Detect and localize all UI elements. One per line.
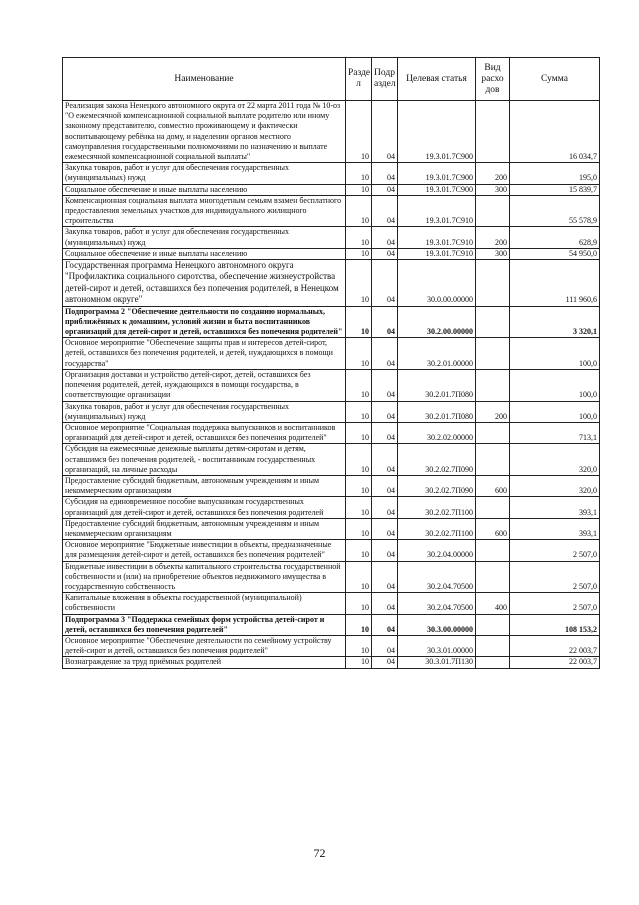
- row-target: 19.3.01.7С900: [398, 184, 476, 195]
- row-target: 30.2.04.70500: [398, 561, 476, 593]
- table-row: [63, 369, 600, 401]
- row-subsection: 04: [372, 101, 398, 163]
- row-section: 10: [346, 497, 372, 518]
- row-section: 10: [346, 338, 372, 370]
- row-section: 10: [346, 475, 372, 496]
- row-subsection: 04: [372, 306, 398, 338]
- table-header-row: [63, 58, 600, 101]
- row-section: 10: [346, 163, 372, 184]
- row-name: Закупка товаров, работ и услуг для обеспечения государственных (муниципальных) нужд: [63, 163, 346, 184]
- table-row: [63, 518, 600, 539]
- row-sum: 100,0: [510, 338, 600, 370]
- header-sum: Сумма: [510, 58, 600, 101]
- row-sum: 393,1: [510, 497, 600, 518]
- row-sum: 22 003,7: [510, 635, 600, 656]
- row-expense-type: [476, 369, 510, 401]
- row-name: Вознаграждение за труд приёмных родителей: [63, 657, 346, 668]
- row-expense-type: [476, 444, 510, 476]
- header-target: Целевая статья: [398, 58, 476, 101]
- row-subsection: 04: [372, 540, 398, 561]
- row-subsection: 04: [372, 614, 398, 635]
- row-subsection: 04: [372, 518, 398, 539]
- row-sum: 108 153,2: [510, 614, 600, 635]
- row-name: Основное мероприятие "Обеспечение защиты прав и интересов детей-сирот, детей, оставшихся без попечения родителей, и детей, нуждающихся в помощи государства": [63, 338, 346, 370]
- header-subsection: Подр аздел: [372, 58, 398, 101]
- table-row: [63, 635, 600, 656]
- row-name: Организация доставки и устройство детей-сирот, детей, оставшихся без попечения родителей, детей, нуждающихся в помощи государства, в соответствующие организации: [63, 369, 346, 401]
- row-target: 30.3.01.00000: [398, 635, 476, 656]
- row-expense-type: [476, 540, 510, 561]
- page-number: 72: [313, 846, 326, 860]
- row-expense-type: 200: [476, 401, 510, 422]
- row-section: 10: [346, 657, 372, 668]
- row-name: Реализация закона Ненецкого автономного округа от 22 марта 2011 года № 10-оз "О ежемесячной компенсационной социальной выплате родителю или иному законному представителю, совместно проживающему и фактически воспитывающему ребёнка на дому, и наделении органов местного самоуправления государственными полномочиями по назначению и выплате ежемесячной компенсационной социальной выплаты": [63, 101, 346, 163]
- row-target: 30.2.02.00000: [398, 422, 476, 443]
- table-row: [63, 657, 600, 668]
- row-target: 30.2.04.70500: [398, 593, 476, 614]
- row-subsection: 04: [372, 422, 398, 443]
- row-section: 10: [346, 401, 372, 422]
- table-row: [63, 593, 600, 614]
- table-row: [63, 101, 600, 163]
- table-row: [63, 227, 600, 248]
- row-subsection: 04: [372, 338, 398, 370]
- row-sum: 320,0: [510, 444, 600, 476]
- row-section: 10: [346, 635, 372, 656]
- row-expense-type: [476, 306, 510, 338]
- row-target: 30.2.01.7П080: [398, 369, 476, 401]
- row-subsection: 04: [372, 260, 398, 307]
- table-row: [63, 444, 600, 476]
- row-sum: 54 950,0: [510, 248, 600, 259]
- row-expense-type: [476, 195, 510, 227]
- row-subsection: 04: [372, 497, 398, 518]
- row-expense-type: 200: [476, 227, 510, 248]
- row-subsection: 04: [372, 195, 398, 227]
- row-name: Субсидия на ежемесячные денежные выплаты детям-сиротам и детям, оставшимся без попечения родителей, - воспитанникам государственных организаций, на личные расходы: [63, 444, 346, 476]
- row-target: 30.3.01.7П130: [398, 657, 476, 668]
- row-target: 19.3.01.7С900: [398, 163, 476, 184]
- row-target: 19.3.01.7С900: [398, 101, 476, 163]
- row-section: 10: [346, 184, 372, 195]
- row-expense-type: [476, 635, 510, 656]
- row-subsection: 04: [372, 369, 398, 401]
- row-name: Основное мероприятие "Обеспечение деятельности по семейному устройству детей-сирот и детей, оставшихся без попечения родителей": [63, 635, 346, 656]
- row-subsection: 04: [372, 163, 398, 184]
- table-row: [63, 163, 600, 184]
- row-sum: 628,9: [510, 227, 600, 248]
- row-name: Подпрограмма 2 "Обеспечение деятельности по созданию нормальных, приближённых к домашним, условий жизни и быта воспитанников организаций для детей-сирот и детей, оставшихся без попечения родителей": [63, 306, 346, 338]
- row-sum: 100,0: [510, 401, 600, 422]
- table-row: [63, 540, 600, 561]
- row-section: 10: [346, 444, 372, 476]
- row-name: Закупка товаров, работ и услуг для обеспечения государственных (муниципальных) нужд: [63, 401, 346, 422]
- row-target: 30.2.02.7П090: [398, 475, 476, 496]
- row-target: 30.0.00.00000: [398, 260, 476, 307]
- row-section: 10: [346, 422, 372, 443]
- table-row: [63, 561, 600, 593]
- table-row: [63, 338, 600, 370]
- table-row: [63, 422, 600, 443]
- row-subsection: 04: [372, 227, 398, 248]
- row-name: Капитальные вложения в объекты государственной (муниципальной) собственности: [63, 593, 346, 614]
- table-row: [63, 195, 600, 227]
- row-expense-type: 600: [476, 518, 510, 539]
- row-sum: 55 578,9: [510, 195, 600, 227]
- row-subsection: 04: [372, 184, 398, 195]
- row-subsection: 04: [372, 475, 398, 496]
- row-target: 30.2.02.7П100: [398, 497, 476, 518]
- row-name: Бюджетные инвестиции в объекты капитального строительства государственной собственности и (или) на приобретение объектов недвижимого имущества в государственную собственность: [63, 561, 346, 593]
- row-expense-type: [476, 338, 510, 370]
- table-row: [63, 260, 600, 307]
- row-subsection: 04: [372, 248, 398, 259]
- row-target: 30.2.04.00000: [398, 540, 476, 561]
- budget-table: [62, 57, 600, 669]
- table-row: [63, 248, 600, 259]
- table-row: [63, 475, 600, 496]
- row-expense-type: 300: [476, 184, 510, 195]
- header-name: Наименование: [63, 58, 346, 101]
- row-subsection: 04: [372, 401, 398, 422]
- row-sum: 22 003,7: [510, 657, 600, 668]
- row-section: 10: [346, 561, 372, 593]
- row-expense-type: [476, 614, 510, 635]
- row-target: 30.2.01.7П080: [398, 401, 476, 422]
- row-sum: 3 320,1: [510, 306, 600, 338]
- header-section: Разде л: [346, 58, 372, 101]
- row-section: 10: [346, 614, 372, 635]
- table-row: [63, 614, 600, 635]
- row-expense-type: 400: [476, 593, 510, 614]
- header-expense-type: Вид расхо дов: [476, 58, 510, 101]
- row-sum: 100,0: [510, 369, 600, 401]
- row-expense-type: 300: [476, 248, 510, 259]
- row-expense-type: [476, 422, 510, 443]
- row-sum: 2 507,0: [510, 561, 600, 593]
- row-sum: 713,1: [510, 422, 600, 443]
- row-section: 10: [346, 195, 372, 227]
- row-expense-type: [476, 260, 510, 307]
- row-subsection: 04: [372, 635, 398, 656]
- row-expense-type: [476, 657, 510, 668]
- row-target: 30.2.01.00000: [398, 338, 476, 370]
- row-name: Закупка товаров, работ и услуг для обеспечения государственных (муниципальных) нужд: [63, 227, 346, 248]
- row-section: 10: [346, 227, 372, 248]
- row-name: Основное мероприятие "Социальная поддержка выпускников и воспитанников организаций для детей-сирот и детей, оставшихся без попечения родителей": [63, 422, 346, 443]
- row-name: Государственная программа Ненецкого автономного округа "Профилактика социального сиротства, обеспечение жизнеустройства детей-сирот и детей, оставшихся без попечения родителей, в Ненецком автономном округе": [63, 260, 346, 307]
- row-sum: 15 839,7: [510, 184, 600, 195]
- row-sum: 2 507,0: [510, 593, 600, 614]
- table-row: [63, 497, 600, 518]
- row-expense-type: [476, 101, 510, 163]
- row-subsection: 04: [372, 444, 398, 476]
- row-name: Предоставление субсидий бюджетным, автономным учреждениям и иным некоммерческим организациям: [63, 518, 346, 539]
- row-expense-type: [476, 497, 510, 518]
- row-section: 10: [346, 248, 372, 259]
- row-subsection: 04: [372, 593, 398, 614]
- table-row: [63, 184, 600, 195]
- table-row: [63, 306, 600, 338]
- row-expense-type: 200: [476, 163, 510, 184]
- row-section: 10: [346, 101, 372, 163]
- row-target: 19.3.01.7С910: [398, 248, 476, 259]
- row-target: 30.3.00.00000: [398, 614, 476, 635]
- row-section: 10: [346, 518, 372, 539]
- row-target: 30.2.02.7П100: [398, 518, 476, 539]
- row-section: 10: [346, 369, 372, 401]
- row-sum: 2 507,0: [510, 540, 600, 561]
- row-section: 10: [346, 540, 372, 561]
- row-section: 10: [346, 306, 372, 338]
- row-name: Компенсационная социальная выплата многодетным семьям взамен бесплатного предоставления земельных участков для индивидуального жилищного строительства: [63, 195, 346, 227]
- row-name: Субсидия на единовременное пособие выпускникам государственных организаций для детей-сирот и детей, оставшихся без попечения родителей: [63, 497, 346, 518]
- row-sum: 16 034,7: [510, 101, 600, 163]
- row-subsection: 04: [372, 657, 398, 668]
- row-section: 10: [346, 260, 372, 307]
- row-sum: 393,1: [510, 518, 600, 539]
- row-name: Основное мероприятие "Бюджетные инвестиции в объекты, предназначенные для размещения детей-сирот и детей, оставшихся без попечения родителей": [63, 540, 346, 561]
- row-name: Подпрограмма 3 "Поддержка семейных форм устройства детей-сирот и детей, оставшихся без попечения родителей": [63, 614, 346, 635]
- row-sum: 320,0: [510, 475, 600, 496]
- row-subsection: 04: [372, 561, 398, 593]
- row-name: Социальное обеспечение и иные выплаты населению: [63, 248, 346, 259]
- row-name: Предоставление субсидий бюджетным, автономным учреждениям и иным некоммерческим организациям: [63, 475, 346, 496]
- row-target: 30.2.00.00000: [398, 306, 476, 338]
- row-target: 30.2.02.7П090: [398, 444, 476, 476]
- row-expense-type: [476, 561, 510, 593]
- row-sum: 111 960,6: [510, 260, 600, 307]
- row-expense-type: 600: [476, 475, 510, 496]
- table-row: [63, 401, 600, 422]
- row-section: 10: [346, 593, 372, 614]
- row-sum: 195,0: [510, 163, 600, 184]
- row-target: 19.3.01.7С910: [398, 195, 476, 227]
- row-target: 19.3.01.7С910: [398, 227, 476, 248]
- row-name: Социальное обеспечение и иные выплаты населению: [63, 184, 346, 195]
